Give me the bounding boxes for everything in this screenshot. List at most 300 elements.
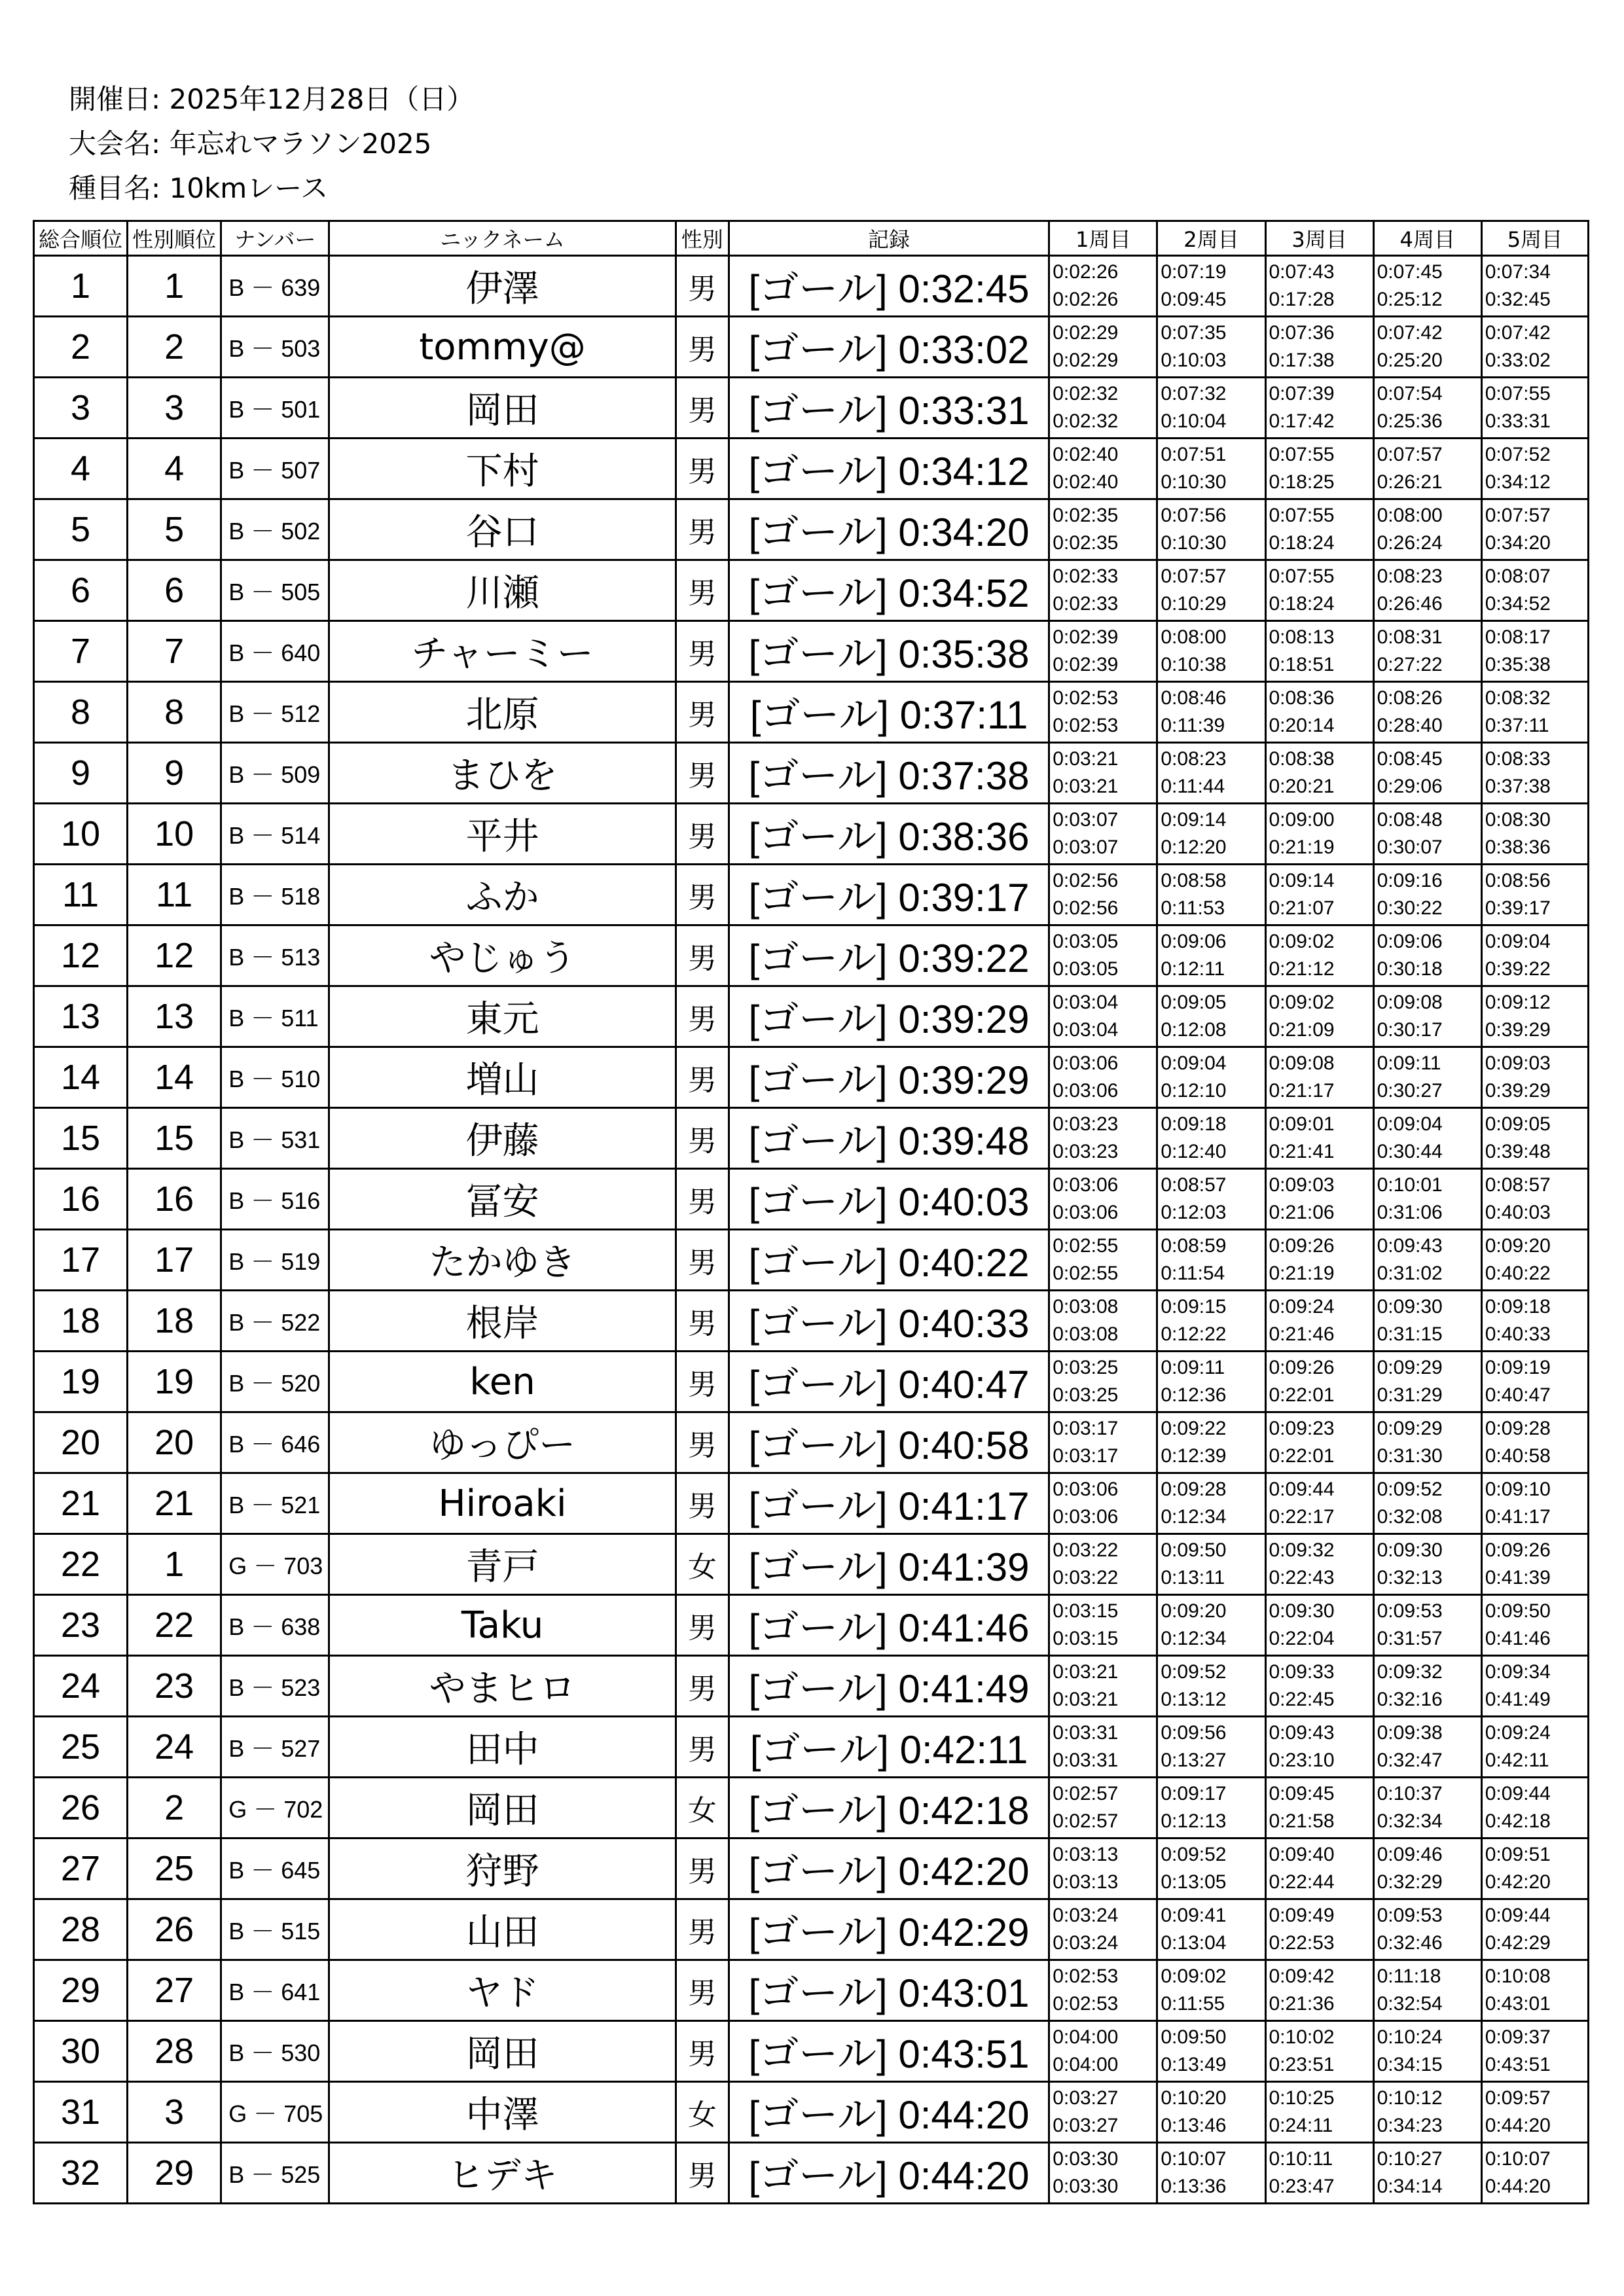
lap-5-cell	[1481, 378, 1588, 439]
record-cell: [ゴール] 0:39:29	[729, 986, 1049, 1047]
lap-cumulative-time: 0:04:00	[1053, 2054, 1119, 2075]
lap-split-time: 0:10:25	[1269, 2087, 1335, 2109]
nickname-cell: 東元	[329, 986, 676, 1047]
lap-split-time: 0:07:55	[1269, 444, 1335, 465]
nickname-cell: tommy@	[329, 317, 676, 378]
lap-split-time: 0:09:14	[1269, 870, 1335, 891]
overall-rank-cell: 10	[34, 804, 128, 865]
gender-cell: 女	[676, 2082, 729, 2143]
table-row	[34, 499, 1589, 560]
lap-split-time: 0:08:58	[1161, 870, 1227, 891]
lap-3-cell	[1265, 1899, 1373, 1960]
lap-4-cell	[1373, 1778, 1481, 1839]
lap-split-time: 0:03:21	[1053, 748, 1119, 770]
lap-cumulative-time: 0:41:49	[1485, 1689, 1551, 1710]
lap-2-cell	[1157, 621, 1265, 682]
gender-rank-cell: 11	[128, 865, 221, 925]
lap-3-cell	[1265, 256, 1373, 317]
bib-number-cell: B － 515	[221, 1899, 329, 1960]
lap-2-cell	[1157, 1839, 1265, 1899]
lap-5-cell	[1481, 925, 1588, 986]
table-row	[34, 865, 1589, 925]
lap-cumulative-time: 0:21:09	[1269, 1019, 1335, 1041]
lap-cumulative-time: 0:42:20	[1485, 1871, 1551, 1893]
lap-5-cell	[1481, 439, 1588, 499]
lap-4-cell	[1373, 2082, 1481, 2143]
lap-cumulative-time: 0:22:45	[1269, 1689, 1335, 1710]
lap-split-time: 0:09:19	[1485, 1357, 1551, 1378]
lap-split-time: 0:09:18	[1485, 1296, 1551, 1318]
record-cell: [ゴール] 0:41:46	[729, 1595, 1049, 1656]
lap-cumulative-time: 0:40:22	[1485, 1263, 1551, 1284]
table-row	[34, 1839, 1589, 1899]
lap-cumulative-time: 0:34:52	[1485, 593, 1551, 615]
lap-cumulative-time: 0:30:07	[1377, 836, 1443, 858]
lap-split-time: 0:09:26	[1485, 1539, 1551, 1561]
nickname-cell: 根岸	[329, 1291, 676, 1352]
event-category-value: 10kmレース	[169, 172, 329, 204]
overall-rank-cell: 18	[34, 1291, 128, 1352]
lap-cumulative-time: 0:32:13	[1377, 1567, 1443, 1588]
lap-3-cell	[1265, 743, 1373, 804]
nickname-cell: 川瀬	[329, 560, 676, 621]
lap-cumulative-time: 0:12:39	[1161, 1445, 1227, 1467]
lap-2-cell	[1157, 1291, 1265, 1352]
gender-cell: 男	[676, 560, 729, 621]
lap-split-time: 0:10:02	[1269, 2026, 1335, 2048]
nickname-cell: 岡田	[329, 378, 676, 439]
lap-2-cell	[1157, 986, 1265, 1047]
lap-split-time: 0:09:00	[1269, 809, 1335, 831]
lap-5-cell	[1481, 1352, 1588, 1412]
gender-cell: 男	[676, 256, 729, 317]
gender-rank-cell: 26	[128, 1899, 221, 1960]
lap-cumulative-time: 0:13:46	[1161, 2115, 1227, 2136]
lap-3-cell	[1265, 682, 1373, 743]
lap-cumulative-time: 0:35:38	[1485, 654, 1551, 675]
gender-cell: 男	[676, 1230, 729, 1291]
table-row	[34, 2082, 1589, 2143]
lap-5-cell	[1481, 560, 1588, 621]
lap-split-time: 0:09:56	[1161, 1722, 1227, 1744]
lap-cumulative-time: 0:37:11	[1485, 715, 1549, 736]
lap-2-cell	[1157, 499, 1265, 560]
lap-cumulative-time: 0:39:22	[1485, 958, 1551, 980]
lap-cumulative-time: 0:27:22	[1377, 654, 1443, 675]
lap-cumulative-time: 0:03:25	[1053, 1384, 1119, 1406]
lap-split-time: 0:03:05	[1053, 931, 1119, 952]
gender-rank-cell: 15	[128, 1108, 221, 1169]
gender-rank-cell: 25	[128, 1839, 221, 1899]
lap-split-time: 0:09:53	[1377, 1905, 1443, 1926]
gender-rank-cell: 12	[128, 925, 221, 986]
bib-number-cell: B － 510	[221, 1047, 329, 1108]
lap-3-cell	[1265, 1839, 1373, 1899]
table-row	[34, 1717, 1589, 1778]
lap-split-time: 0:03:24	[1053, 1905, 1119, 1926]
lap-split-time: 0:10:37	[1377, 1783, 1443, 1804]
overall-rank-cell: 17	[34, 1230, 128, 1291]
lap-cumulative-time: 0:23:47	[1269, 2176, 1335, 2197]
lap-split-time: 0:08:26	[1377, 687, 1443, 709]
lap-cumulative-time: 0:12:40	[1161, 1141, 1227, 1162]
gender-cell: 男	[676, 1108, 729, 1169]
lap-5-cell	[1481, 1047, 1588, 1108]
lap-split-time: 0:09:30	[1377, 1296, 1443, 1318]
lap-1-cell	[1049, 560, 1157, 621]
lap-split-time: 0:08:23	[1161, 748, 1227, 770]
overall-rank-cell: 7	[34, 621, 128, 682]
lap-split-time: 0:08:45	[1377, 748, 1443, 770]
lap-1-cell	[1049, 1108, 1157, 1169]
lap-split-time: 0:07:19	[1161, 261, 1227, 283]
nickname-cell: Taku	[329, 1595, 676, 1656]
lap-3-cell	[1265, 560, 1373, 621]
lap-cumulative-time: 0:10:04	[1161, 410, 1227, 432]
record-cell: [ゴール] 0:33:02	[729, 317, 1049, 378]
lap-split-time: 0:03:06	[1053, 1479, 1119, 1500]
lap-split-time: 0:08:57	[1161, 1174, 1227, 1196]
lap-5-cell	[1481, 1230, 1588, 1291]
lap-3-cell	[1265, 986, 1373, 1047]
column-header: 性別	[676, 221, 729, 256]
event-date-label: 開催日:	[69, 83, 161, 115]
record-cell: [ゴール] 0:44:20	[729, 2082, 1049, 2143]
gender-rank-cell: 19	[128, 1352, 221, 1412]
bib-number-cell: B － 530	[221, 2021, 329, 2082]
table-row	[34, 2143, 1589, 2204]
lap-3-cell	[1265, 1778, 1373, 1839]
lap-split-time: 0:09:28	[1161, 1479, 1227, 1500]
lap-2-cell	[1157, 682, 1265, 743]
lap-split-time: 0:10:24	[1377, 2026, 1443, 2048]
lap-3-cell	[1265, 1291, 1373, 1352]
overall-rank-cell: 15	[34, 1108, 128, 1169]
nickname-cell: やじゅう	[329, 925, 676, 986]
lap-cumulative-time: 0:21:07	[1269, 897, 1335, 919]
bib-number-cell: B － 531	[221, 1108, 329, 1169]
record-cell: [ゴール] 0:42:29	[729, 1899, 1049, 1960]
gender-rank-cell: 24	[128, 1717, 221, 1778]
lap-cumulative-time: 0:12:34	[1161, 1628, 1227, 1649]
lap-cumulative-time: 0:03:04	[1053, 1019, 1119, 1041]
lap-split-time: 0:07:57	[1485, 505, 1551, 526]
lap-3-cell	[1265, 2082, 1373, 2143]
lap-2-cell	[1157, 743, 1265, 804]
record-cell: [ゴール] 0:35:38	[729, 621, 1049, 682]
lap-cumulative-time: 0:03:31	[1053, 1749, 1119, 1771]
column-header: 2周目	[1157, 221, 1265, 256]
lap-split-time: 0:09:40	[1269, 1844, 1335, 1865]
lap-2-cell	[1157, 256, 1265, 317]
lap-5-cell	[1481, 1534, 1588, 1595]
lap-cumulative-time: 0:25:12	[1377, 289, 1443, 310]
lap-5-cell	[1481, 2143, 1588, 2204]
lap-split-time: 0:08:00	[1161, 626, 1227, 648]
lap-1-cell	[1049, 1960, 1157, 2021]
lap-split-time: 0:09:20	[1161, 1600, 1227, 1622]
gender-cell: 女	[676, 1534, 729, 1595]
gender-rank-cell: 4	[128, 439, 221, 499]
event-name-value: 年忘れマラソン2025	[169, 128, 432, 160]
record-cell: [ゴール] 0:33:31	[729, 378, 1049, 439]
lap-cumulative-time: 0:37:38	[1485, 776, 1551, 797]
lap-cumulative-time: 0:32:34	[1377, 1810, 1443, 1832]
lap-cumulative-time: 0:22:01	[1269, 1445, 1335, 1467]
gender-rank-cell: 7	[128, 621, 221, 682]
lap-5-cell	[1481, 1656, 1588, 1717]
nickname-cell: 岡田	[329, 1778, 676, 1839]
overall-rank-cell: 32	[34, 2143, 128, 2204]
gender-cell: 男	[676, 1595, 729, 1656]
lap-split-time: 0:08:33	[1485, 748, 1551, 770]
record-cell: [ゴール] 0:41:17	[729, 1473, 1049, 1534]
lap-split-time: 0:03:22	[1053, 1539, 1119, 1561]
lap-5-cell	[1481, 621, 1588, 682]
lap-cumulative-time: 0:12:36	[1161, 1384, 1227, 1406]
lap-split-time: 0:02:26	[1053, 261, 1119, 283]
event-name-line	[69, 122, 474, 166]
gender-rank-cell: 13	[128, 986, 221, 1047]
lap-2-cell	[1157, 1047, 1265, 1108]
lap-5-cell	[1481, 804, 1588, 865]
lap-3-cell	[1265, 1534, 1373, 1595]
lap-cumulative-time: 0:03:21	[1053, 776, 1119, 797]
lap-cumulative-time: 0:18:24	[1269, 593, 1335, 615]
lap-4-cell	[1373, 1595, 1481, 1656]
gender-cell: 男	[676, 1899, 729, 1960]
lap-1-cell	[1049, 925, 1157, 986]
lap-split-time: 0:02:57	[1053, 1783, 1119, 1804]
lap-split-time: 0:09:34	[1485, 1661, 1551, 1683]
gender-rank-cell: 14	[128, 1047, 221, 1108]
gender-cell: 男	[676, 439, 729, 499]
lap-split-time: 0:03:21	[1053, 1661, 1119, 1683]
lap-cumulative-time: 0:17:42	[1269, 410, 1335, 432]
bib-number-cell: B － 501	[221, 378, 329, 439]
lap-cumulative-time: 0:13:27	[1161, 1749, 1227, 1771]
lap-5-cell	[1481, 1412, 1588, 1473]
lap-cumulative-time: 0:32:45	[1485, 289, 1551, 310]
overall-rank-cell: 16	[34, 1169, 128, 1230]
lap-5-cell	[1481, 865, 1588, 925]
lap-1-cell	[1049, 1656, 1157, 1717]
gender-rank-cell: 1	[128, 256, 221, 317]
lap-cumulative-time: 0:02:55	[1053, 1263, 1119, 1284]
lap-cumulative-time: 0:40:33	[1485, 1323, 1551, 1345]
lap-1-cell	[1049, 2143, 1157, 2204]
lap-split-time: 0:09:44	[1485, 1905, 1551, 1926]
lap-cumulative-time: 0:03:05	[1053, 958, 1119, 980]
lap-cumulative-time: 0:10:38	[1161, 654, 1227, 675]
lap-cumulative-time: 0:28:40	[1377, 715, 1443, 736]
lap-cumulative-time: 0:03:08	[1053, 1323, 1119, 1345]
nickname-cell: 岡田	[329, 2021, 676, 2082]
table-row	[34, 1047, 1589, 1108]
lap-cumulative-time: 0:22:17	[1269, 1506, 1335, 1528]
gender-rank-cell: 16	[128, 1169, 221, 1230]
lap-4-cell	[1373, 499, 1481, 560]
lap-split-time: 0:08:57	[1485, 1174, 1551, 1196]
lap-5-cell	[1481, 317, 1588, 378]
lap-4-cell	[1373, 439, 1481, 499]
lap-cumulative-time: 0:03:06	[1053, 1506, 1119, 1528]
lap-split-time: 0:09:51	[1485, 1844, 1551, 1865]
lap-split-time: 0:02:32	[1053, 383, 1119, 404]
nickname-cell: 田中	[329, 1717, 676, 1778]
gender-rank-cell: 9	[128, 743, 221, 804]
gender-rank-cell: 20	[128, 1412, 221, 1473]
gender-rank-cell: 8	[128, 682, 221, 743]
event-date-value: 2025年12月28日（日）	[169, 83, 475, 115]
table-row	[34, 1473, 1589, 1534]
gender-rank-cell: 27	[128, 1960, 221, 2021]
column-header: ニックネーム	[329, 221, 676, 256]
lap-1-cell	[1049, 256, 1157, 317]
lap-5-cell	[1481, 2021, 1588, 2082]
nickname-cell: ふか	[329, 865, 676, 925]
bib-number-cell: B － 646	[221, 1412, 329, 1473]
lap-split-time: 0:10:27	[1377, 2148, 1443, 2170]
lap-split-time: 0:10:11	[1269, 2148, 1333, 2170]
lap-cumulative-time: 0:30:18	[1377, 958, 1443, 980]
lap-1-cell	[1049, 1595, 1157, 1656]
lap-cumulative-time: 0:24:11	[1269, 2115, 1333, 2136]
overall-rank-cell: 28	[34, 1899, 128, 1960]
lap-4-cell	[1373, 1960, 1481, 2021]
lap-cumulative-time: 0:32:47	[1377, 1749, 1443, 1771]
lap-split-time: 0:09:42	[1269, 1965, 1335, 1987]
lap-split-time: 0:09:20	[1485, 1235, 1551, 1257]
lap-4-cell	[1373, 1108, 1481, 1169]
gender-rank-cell: 18	[128, 1291, 221, 1352]
lap-split-time: 0:03:06	[1053, 1174, 1119, 1196]
lap-split-time: 0:09:28	[1485, 1418, 1551, 1439]
lap-split-time: 0:08:56	[1485, 870, 1551, 891]
bib-number-cell: B － 519	[221, 1230, 329, 1291]
lap-5-cell	[1481, 1717, 1588, 1778]
lap-3-cell	[1265, 2021, 1373, 2082]
lap-cumulative-time: 0:34:12	[1485, 471, 1551, 493]
lap-cumulative-time: 0:40:03	[1485, 1202, 1551, 1223]
lap-3-cell	[1265, 1352, 1373, 1412]
lap-2-cell	[1157, 1595, 1265, 1656]
record-cell: [ゴール] 0:39:48	[729, 1108, 1049, 1169]
lap-split-time: 0:07:39	[1269, 383, 1335, 404]
gender-rank-cell: 6	[128, 560, 221, 621]
lap-1-cell	[1049, 499, 1157, 560]
lap-5-cell	[1481, 1169, 1588, 1230]
lap-cumulative-time: 0:32:46	[1377, 1932, 1443, 1954]
event-name-label: 大会名:	[69, 128, 161, 160]
lap-1-cell	[1049, 2082, 1157, 2143]
lap-2-cell	[1157, 560, 1265, 621]
table-row	[34, 743, 1589, 804]
lap-4-cell	[1373, 1412, 1481, 1473]
bib-number-cell: B － 523	[221, 1656, 329, 1717]
lap-cumulative-time: 0:43:01	[1485, 1993, 1551, 2015]
lap-2-cell	[1157, 2143, 1265, 2204]
gender-rank-cell: 23	[128, 1656, 221, 1717]
lap-4-cell	[1373, 317, 1481, 378]
lap-5-cell	[1481, 1595, 1588, 1656]
lap-split-time: 0:09:29	[1377, 1357, 1443, 1378]
overall-rank-cell: 20	[34, 1412, 128, 1473]
record-cell: [ゴール] 0:40:22	[729, 1230, 1049, 1291]
lap-split-time: 0:10:01	[1377, 1174, 1443, 1196]
lap-cumulative-time: 0:39:48	[1485, 1141, 1551, 1162]
bib-number-cell: B － 518	[221, 865, 329, 925]
lap-cumulative-time: 0:33:31	[1485, 410, 1551, 432]
lap-5-cell	[1481, 1108, 1588, 1169]
lap-4-cell	[1373, 2021, 1481, 2082]
lap-split-time: 0:08:17	[1485, 626, 1551, 648]
lap-4-cell	[1373, 1656, 1481, 1717]
lap-split-time: 0:09:05	[1161, 992, 1227, 1013]
lap-4-cell	[1373, 1473, 1481, 1534]
lap-split-time: 0:07:32	[1161, 383, 1227, 404]
lap-3-cell	[1265, 1656, 1373, 1717]
lap-split-time: 0:09:11	[1161, 1357, 1225, 1378]
overall-rank-cell: 24	[34, 1656, 128, 1717]
lap-3-cell	[1265, 378, 1373, 439]
lap-5-cell	[1481, 499, 1588, 560]
table-row	[34, 317, 1589, 378]
nickname-cell: 平井	[329, 804, 676, 865]
lap-split-time: 0:09:32	[1269, 1539, 1335, 1561]
lap-split-time: 0:09:02	[1269, 931, 1335, 952]
lap-cumulative-time: 0:03:07	[1053, 836, 1119, 858]
lap-cumulative-time: 0:33:02	[1485, 350, 1551, 371]
lap-4-cell	[1373, 1230, 1481, 1291]
lap-2-cell	[1157, 1169, 1265, 1230]
lap-split-time: 0:07:52	[1485, 444, 1551, 465]
lap-cumulative-time: 0:03:13	[1053, 1871, 1119, 1893]
lap-split-time: 0:03:15	[1053, 1600, 1119, 1622]
lap-cumulative-time: 0:18:51	[1269, 654, 1335, 675]
lap-split-time: 0:08:00	[1377, 505, 1443, 526]
gender-cell: 男	[676, 317, 729, 378]
lap-cumulative-time: 0:03:23	[1053, 1141, 1119, 1162]
lap-cumulative-time: 0:34:15	[1377, 2054, 1443, 2075]
lap-split-time: 0:08:07	[1485, 565, 1551, 587]
nickname-cell: 伊澤	[329, 256, 676, 317]
results-table	[33, 220, 1589, 2204]
bib-number-cell: B － 509	[221, 743, 329, 804]
lap-3-cell	[1265, 1960, 1373, 2021]
lap-split-time: 0:09:08	[1269, 1052, 1335, 1074]
gender-cell: 男	[676, 2143, 729, 2204]
gender-cell: 男	[676, 682, 729, 743]
gender-cell: 男	[676, 1352, 729, 1412]
lap-cumulative-time: 0:13:05	[1161, 1871, 1227, 1893]
column-header: 5周目	[1481, 221, 1588, 256]
record-cell: [ゴール] 0:42:18	[729, 1778, 1049, 1839]
lap-split-time: 0:03:23	[1053, 1113, 1119, 1135]
lap-split-time: 0:09:43	[1269, 1722, 1335, 1744]
lap-split-time: 0:09:17	[1161, 1783, 1227, 1804]
lap-split-time: 0:09:03	[1269, 1174, 1335, 1196]
lap-4-cell	[1373, 378, 1481, 439]
lap-split-time: 0:08:31	[1377, 626, 1443, 648]
lap-split-time: 0:02:29	[1053, 322, 1119, 344]
lap-split-time: 0:07:42	[1485, 322, 1551, 344]
lap-cumulative-time: 0:09:45	[1161, 289, 1227, 310]
lap-cumulative-time: 0:13:04	[1161, 1932, 1227, 1954]
lap-2-cell	[1157, 2021, 1265, 2082]
gender-cell: 男	[676, 1473, 729, 1534]
overall-rank-cell: 31	[34, 2082, 128, 2143]
